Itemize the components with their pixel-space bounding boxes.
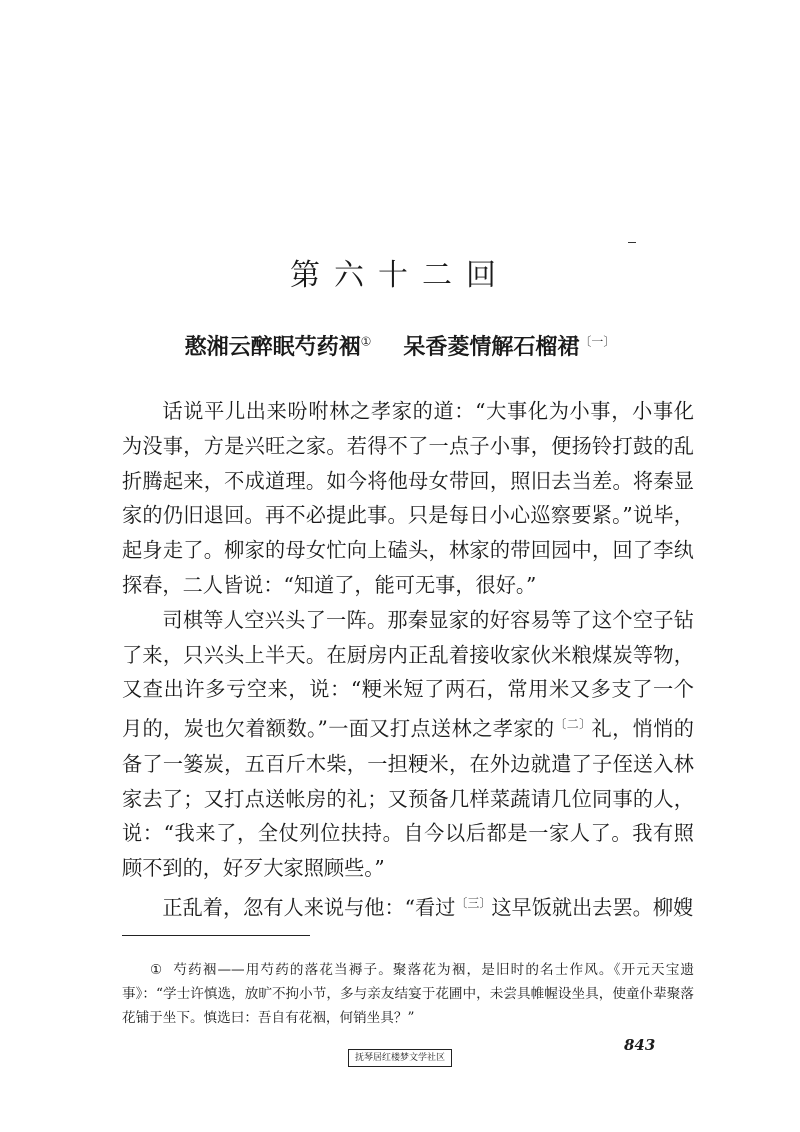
note-ref-3: 〔三〕 <box>455 895 492 910</box>
margin-mark <box>628 242 636 243</box>
couplet-right: 呆香菱情解石榴裙 <box>403 334 580 360</box>
page-number: 843 <box>624 1036 656 1054</box>
footnote-number: ① <box>150 962 164 978</box>
paragraph-3: 正乱着，忽有人来说与他：“看过$^{〔三〕}$这早饭就出去罢。柳嫂 <box>162 895 694 920</box>
footnote <box>122 958 694 1030</box>
couplet-right-note: 〔一〕 <box>579 334 616 349</box>
note-ref-2: 〔二〕 <box>554 717 592 732</box>
watermark-stamp: 抚琴居红楼梦文学社区 <box>348 1049 452 1067</box>
footnote-divider <box>122 935 310 936</box>
paragraph-2: 司棋等人空兴头了一阵。那秦显家的好容易等了这个空子钻了来，只兴头上半天。在厨房内正乱着接收家伙米粮煤炭等物，又查出许多亏空来，说：“粳米短了两石，常用米又多支了一个月的，炭也欠着额数。”一面又打点送林之孝家的$^{〔二〕}$礼，悄悄的备了一篓炭，五百斤木柴，一担粳米，在外边就遣了子侄送入林家去了；又打点送帐房的礼；又预备几样菜蔬请几位同事的人，说：“我来了，全仗列位扶持。自今以后都是一家人了。我有照顾不到的，好歹大家照顾些。” <box>122 607 694 881</box>
chapter-title: 第六十二回 <box>290 258 510 293</box>
footnote-text: 芍药裀——用芍药的落花当褥子。聚落花为裀，是旧时的名士作风。《开元天宝遗事》：“学士许慎选，放旷不拘小节，多与亲友结宴于花圃中，未尝具帷幄设坐具，使童仆辈聚落花铺于坐下。慎选曰：吾自有花裀，何销坐具？” <box>122 962 694 1026</box>
couplet-left: 憨湘云醉眠芍药裀 <box>184 334 361 360</box>
chapter-couplet <box>0 330 800 361</box>
paragraph-1: 话说平儿出来吩咐林之孝家的道：“大事化为小事，小事化为没事，方是兴旺之家。若得不了一点子小事，便扬铃打鼓的乱折腾起来，不成道理。如今将他母女带回，照旧去当差。将秦显家的仍旧退回。再不必提此事。只是每日小心巡察要紧。”说毕，起身走了。柳家的母女忙向上磕头，林家的带回园中，回了李纨探春，二人皆说：“知道了，能可无事，很好。” <box>122 399 694 597</box>
couplet-left-note: ① <box>360 334 372 349</box>
body-text <box>122 394 694 925</box>
